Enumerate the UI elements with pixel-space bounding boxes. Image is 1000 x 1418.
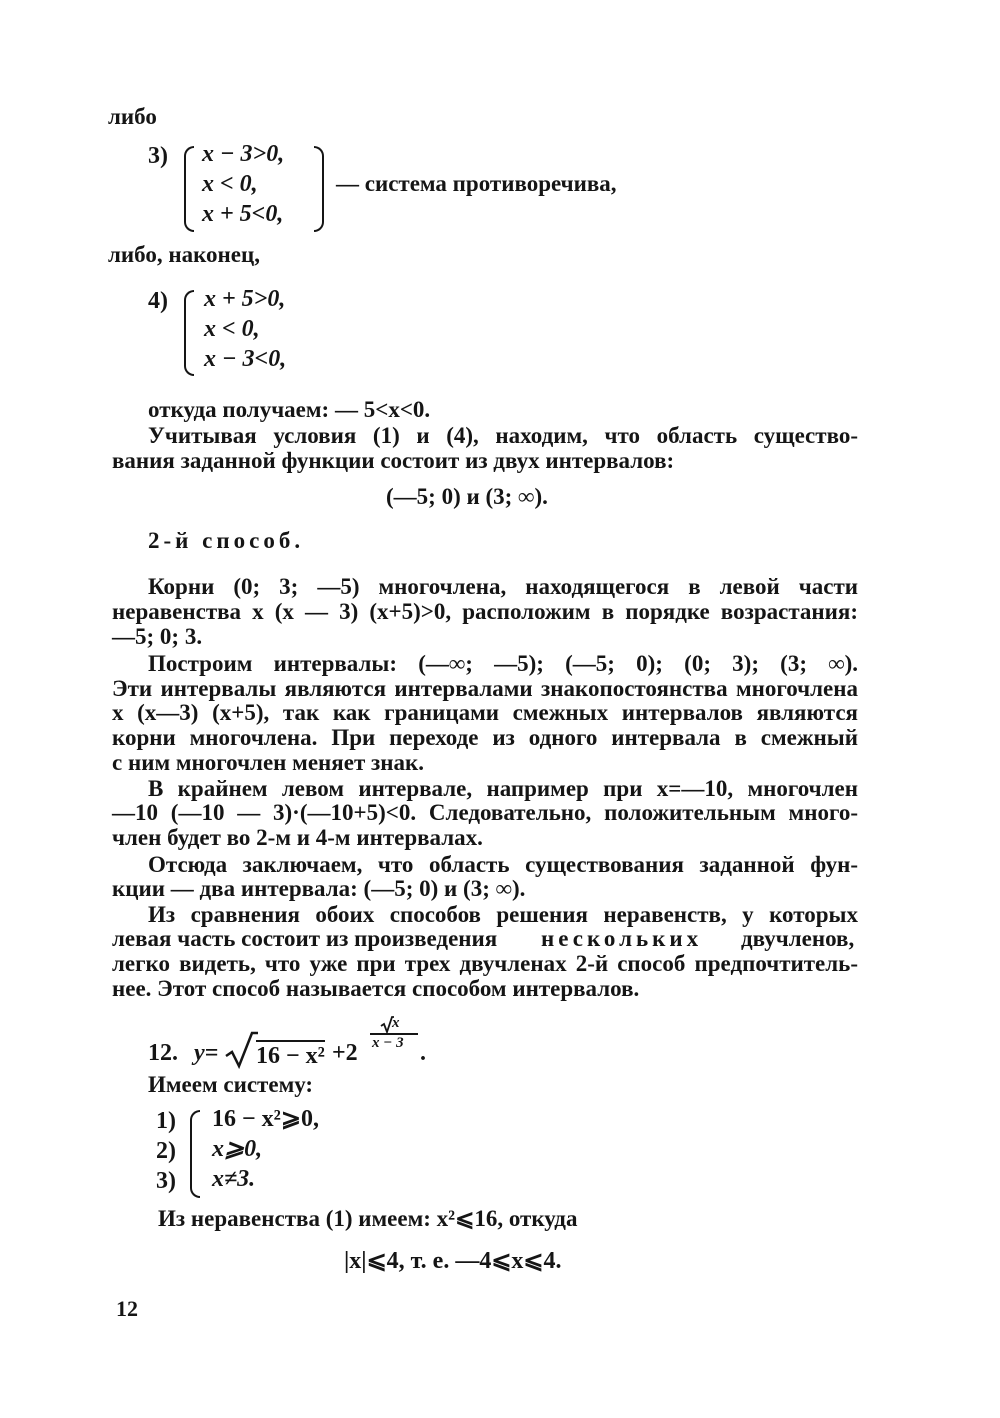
method2-line-13: кции — два интервала: (—5; 0) и (3; ∞). xyxy=(112,876,526,901)
case3-line-2: x < 0, xyxy=(202,171,258,197)
domain-conclusion-line-1: Учитывая условия (1) и (4), находим, что область существо- xyxy=(148,423,858,448)
case4-brace xyxy=(184,290,194,376)
method2-emphasis-word: нескольких xyxy=(541,926,703,951)
method2-title: 2-й способ. xyxy=(148,528,305,553)
exponent-numerator: x xyxy=(392,1015,400,1031)
method2-line-15b: двучленов, xyxy=(741,926,855,951)
system-intro: Имеем систему: xyxy=(148,1072,314,1097)
method2-line-7: корни многочлена. При переходе из одного интервала в смежный xyxy=(112,725,858,750)
system12-line-1: 16 − x²⩾0, xyxy=(212,1106,319,1132)
case3-line-3: x + 5<0, xyxy=(202,201,284,227)
system12-line-2: x⩾0, xyxy=(212,1136,263,1162)
intervals-result: (—5; 0) и (3; ∞). xyxy=(386,484,548,509)
intro-word: либо xyxy=(108,104,157,129)
method2-line-5: Эти интервалы являются интервалами знакопостоянства многочлена xyxy=(112,676,858,701)
method2-line-9: В крайнем левом интервале, например при x=—10, многочлен xyxy=(148,776,858,801)
method2-line-12: Отсюда заключаем, что область существования заданной фун- xyxy=(148,852,858,877)
case3-brace-left xyxy=(184,146,194,232)
case4-line-2: x < 0, xyxy=(204,316,260,342)
method2-line-1: Корни (0; 3; —5) многочлена, находящегося в левой части xyxy=(148,574,858,599)
page-number: 12 xyxy=(116,1296,138,1321)
case3-comment: — система противоречива, xyxy=(336,171,617,196)
method2-line-11: член будет во 2-м и 4-м интервалах. xyxy=(112,825,483,850)
method2-line-3: —5; 0; 3. xyxy=(112,624,203,649)
case3-brace-right xyxy=(314,146,324,232)
method2-line-17: нее. Этот способ называется способом интервалов. xyxy=(112,976,640,1001)
case3-line-1: x − 3>0, xyxy=(202,141,285,167)
method2-line-16: легко видеть, что уже при трех двучленах 2-й способ предпочтитель- xyxy=(112,951,858,976)
case3-label: 3) xyxy=(148,143,168,169)
system12-brace xyxy=(190,1110,200,1198)
final-line: |x|⩽4, т. е. —4⩽x⩽4. xyxy=(344,1248,562,1274)
result4-line: откуда получаем: — 5<x<0. xyxy=(148,397,431,422)
problem12-radicand: 16 − x² xyxy=(256,1040,325,1069)
system12-label-2: 2) xyxy=(156,1138,176,1164)
domain-conclusion-line-2: вания заданной функции состоит из двух интервалов: xyxy=(112,448,675,473)
method2-line-2: неравенства x (x — 3) (x+5)>0, расположим в порядке возрастания: xyxy=(112,599,858,624)
from-inequality: Из неравенства (1) имеем: x²⩽16, откуда xyxy=(158,1206,578,1231)
case4-line-3: x − 3<0, xyxy=(204,346,287,372)
system12-label-1: 1) xyxy=(156,1108,176,1134)
method2-line-14: Из сравнения обоих способов решения неравенств, у которых xyxy=(148,902,858,927)
problem12-plus-two: +2 xyxy=(332,1040,358,1066)
method2-line-4: Построим интервалы: (—∞; —5); (—5; 0); (0; 3); (3; ∞). xyxy=(148,651,858,676)
problem12-exponent xyxy=(370,1015,418,1062)
problem12-lhs: y= xyxy=(194,1040,219,1066)
case4-label: 4) xyxy=(148,288,168,314)
sqrt-sign-icon xyxy=(224,1030,258,1070)
case4-line-1: x + 5>0, xyxy=(204,286,286,312)
system12-label-3: 3) xyxy=(156,1168,176,1194)
exponent-denominator: x − 3 xyxy=(372,1035,404,1051)
system12-line-3: x≠3. xyxy=(212,1166,256,1192)
problem12-formula xyxy=(148,1015,468,1069)
method2-line-6: x (x—3) (x+5), так как границами смежных интервалов являются xyxy=(112,700,858,725)
finally-word: либо, наконец, xyxy=(108,242,261,267)
method2-line-15a: левая часть состоит из произведения xyxy=(112,926,498,951)
method2-line-10: —10 (—10 — 3)·(—10+5)<0. Следовательно, положительным много- xyxy=(112,800,858,825)
method2-line-8: с ним многочлен меняет знак. xyxy=(112,750,424,775)
problem12-number: 12. xyxy=(148,1040,178,1066)
problem12-period: . xyxy=(420,1040,426,1066)
